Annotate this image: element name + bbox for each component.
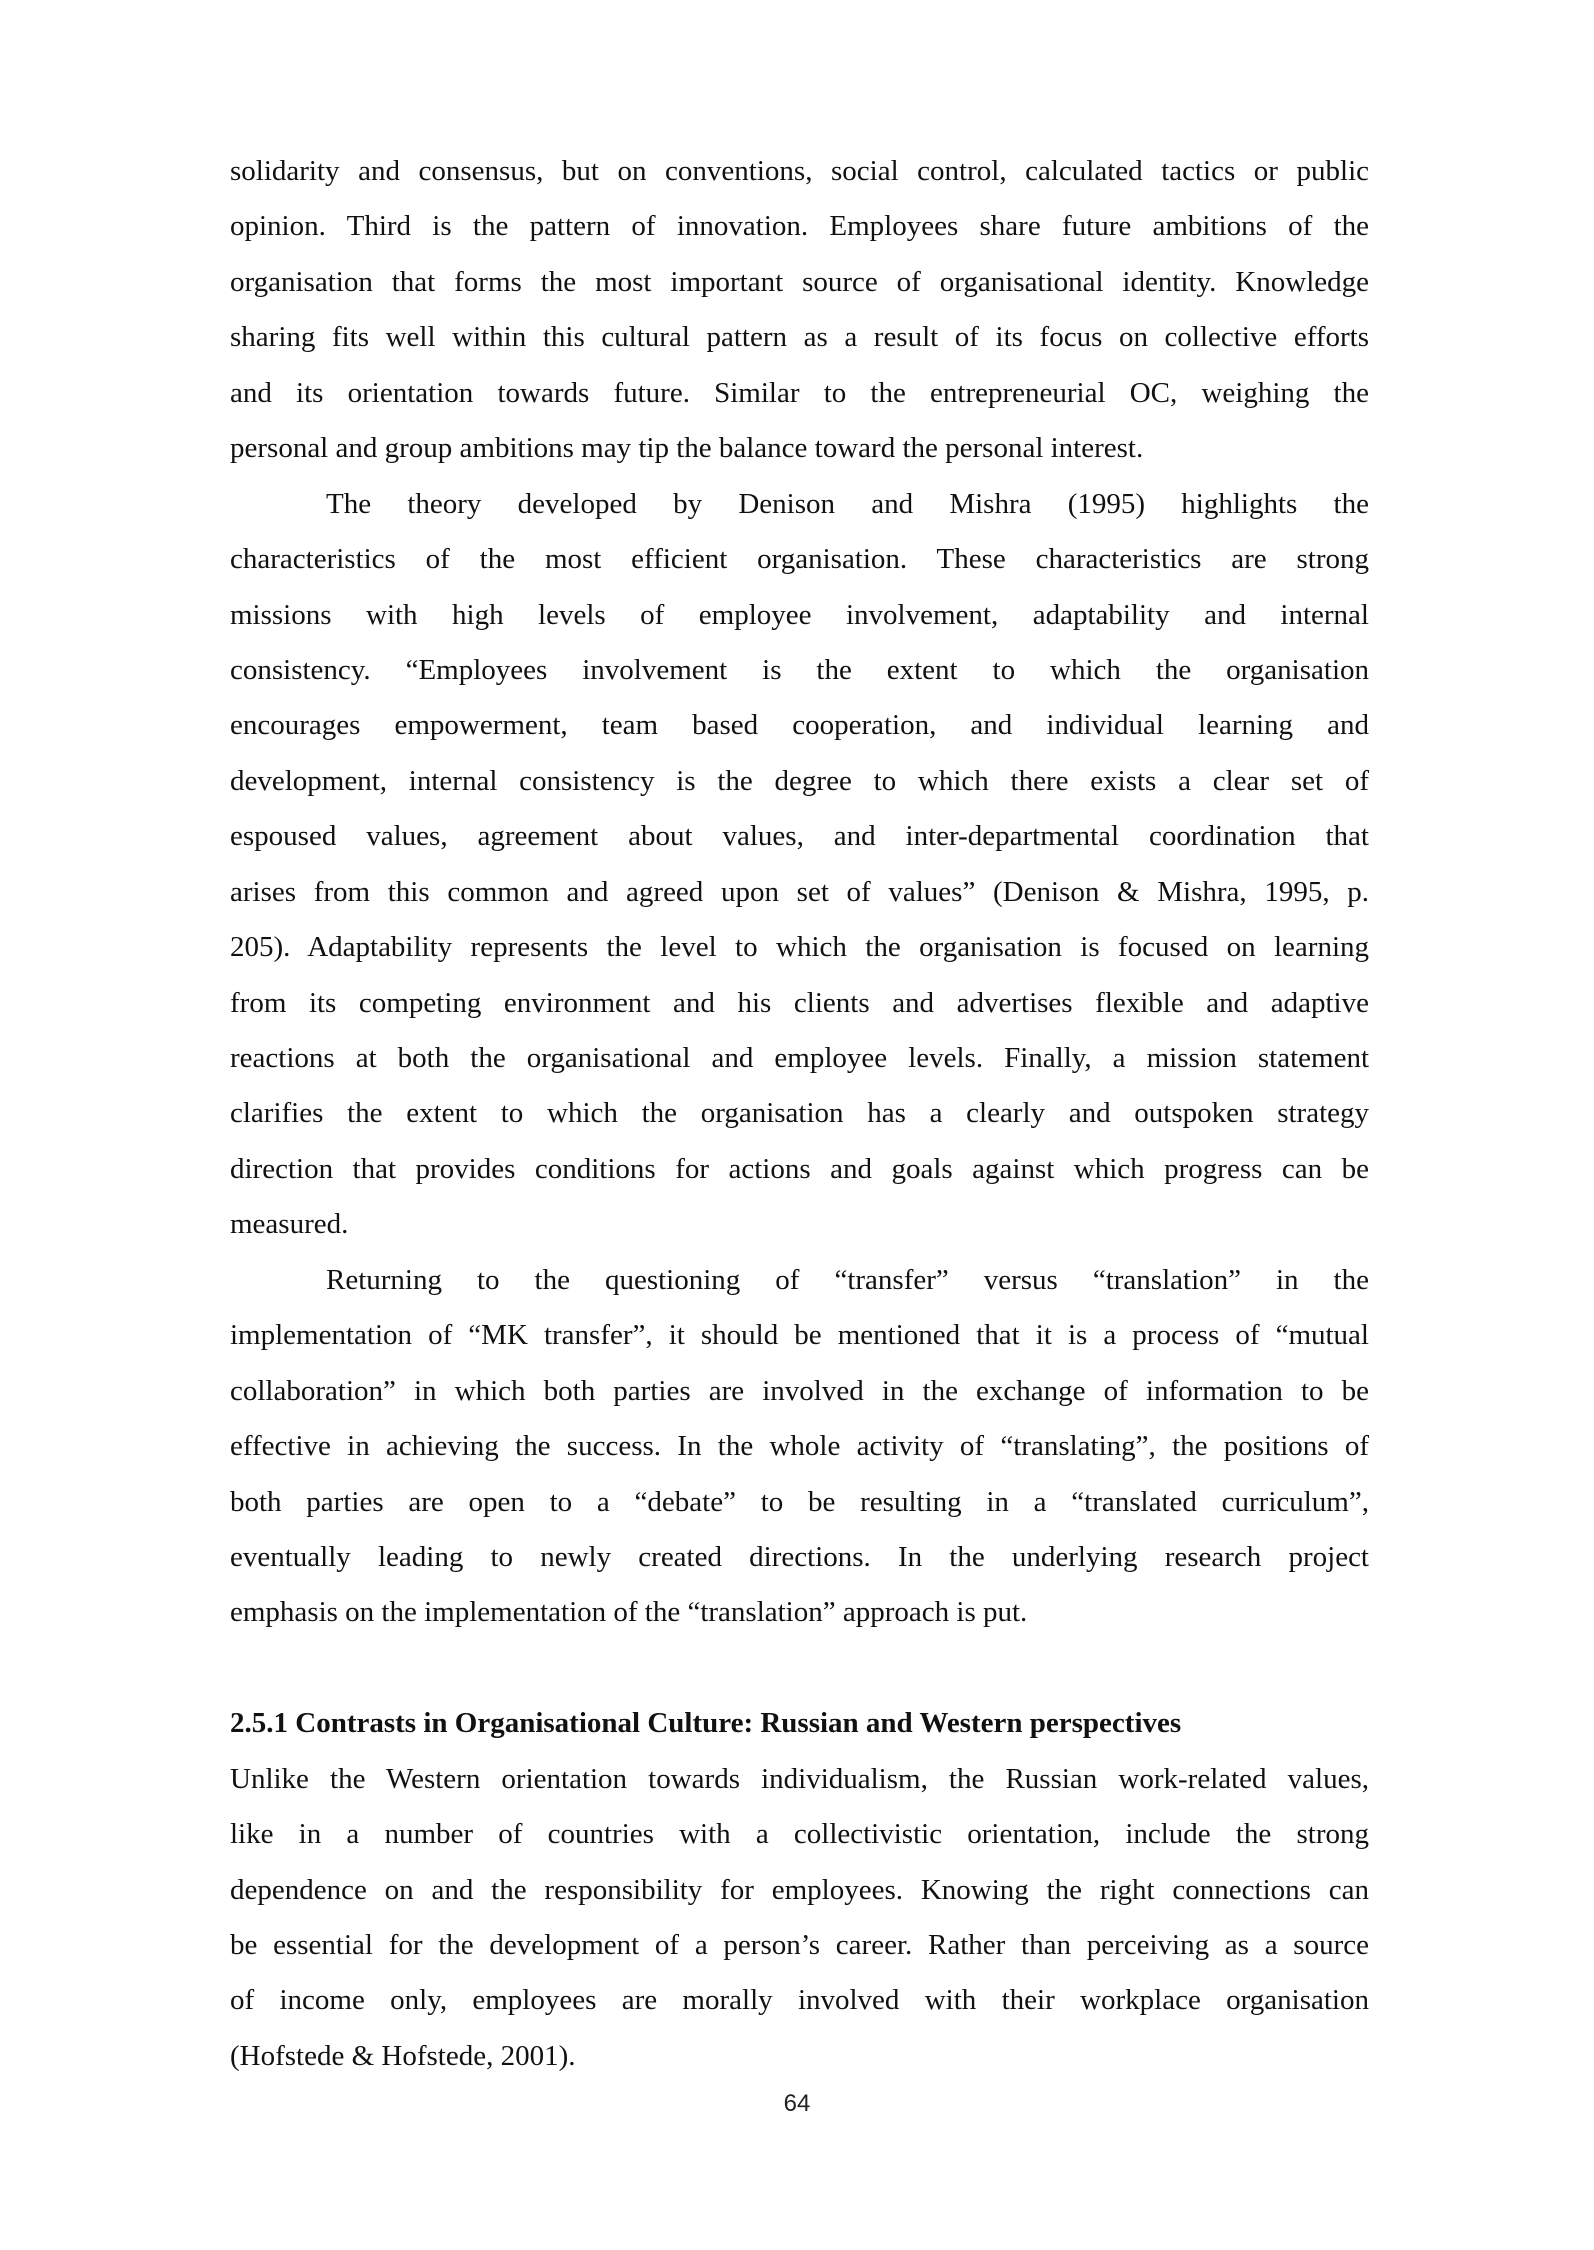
text-line: be essential for the development of a person’s career. Rather than perceiving as a source xyxy=(230,1929,1369,1961)
text-line: The theory developed by Denison and Mishra (1995) highlights the xyxy=(326,487,1369,520)
text-line: of income only, employees are morally involved with their workplace organisation xyxy=(230,1984,1369,2017)
text-line: emphasis on the implementation of the “translation” approach is put. xyxy=(230,1596,1028,1629)
paragraph xyxy=(230,477,1369,1253)
text-line: from its competing environment and his clients and advertises flexible and adaptive xyxy=(230,986,1369,1019)
section-heading: 2.5.1 Contrasts in Organisational Culture: Russian and Western perspectives xyxy=(230,1707,1182,1740)
body-text-before-heading xyxy=(230,144,1369,1641)
body-text-after-heading xyxy=(230,1752,1369,2085)
text-line: missions with high levels of employee involvement, adaptability and internal xyxy=(230,598,1369,631)
paragraph xyxy=(230,1752,1369,2085)
text-line: eventually leading to newly created directions. In the underlying research project xyxy=(230,1540,1369,1573)
text-line: characteristics of the most efficient organisation. These characteristics are strong xyxy=(230,543,1369,576)
text-line: Unlike the Western orientation towards individualism, the Russian work-related values, xyxy=(230,1762,1369,1795)
text-line: measured. xyxy=(230,1208,349,1241)
page-number: 64 xyxy=(783,2090,811,2117)
text-line: and its orientation towards future. Similar to the entrepreneurial OC, weighing the xyxy=(230,376,1369,409)
text-line: consistency. “Employees involvement is the extent to which the organisation xyxy=(230,653,1369,686)
text-line: 205). Adaptability represents the level to which the organisation is focused on learning xyxy=(230,931,1369,964)
text-line: arises from this common and agreed upon set of values” (Denison & Mishra, 1995, p. xyxy=(230,875,1369,908)
text-line: Returning to the questioning of “transfer” versus “translation” in the xyxy=(326,1263,1369,1296)
document-page xyxy=(230,144,1369,2084)
text-line: collaboration” in which both parties are involved in the exchange of information to be xyxy=(230,1374,1369,1407)
text-line: encourages empowerment, team based cooperation, and individual learning and xyxy=(230,709,1369,742)
text-line: like in a number of countries with a collectivistic orientation, include the strong xyxy=(230,1818,1369,1851)
text-line: organisation that forms the most important source of organisational identity. Knowledge xyxy=(230,265,1369,298)
text-line: sharing fits well within this cultural pattern as a result of its focus on collective efforts xyxy=(230,321,1369,354)
blank-line xyxy=(230,1641,1369,1696)
text-line: solidarity and consensus, but on conventions, social control, calculated tactics or public xyxy=(230,155,1369,187)
text-line: both parties are open to a “debate” to be resulting in a “translated curriculum”, xyxy=(230,1485,1369,1518)
text-line: reactions at both the organisational and employee levels. Finally, a mission statement xyxy=(230,1042,1369,1074)
paragraph xyxy=(230,1253,1369,1641)
text-line: opinion. Third is the pattern of innovation. Employees share future ambitions of the xyxy=(230,210,1369,243)
text-line: effective in achieving the success. In the whole activity of “translating”, the positions of xyxy=(230,1430,1369,1463)
text-line: direction that provides conditions for actions and goals against which progress can be xyxy=(230,1152,1369,1185)
text-line: implementation of “MK transfer”, it should be mentioned that it is a process of “mutual xyxy=(230,1319,1369,1352)
text-line: personal and group ambitions may tip the balance toward the personal interest. xyxy=(230,432,1144,465)
paragraph xyxy=(230,144,1369,477)
text-line: clarifies the extent to which the organisation has a clearly and outspoken strategy xyxy=(230,1097,1369,1130)
text-line: development, internal consistency is the degree to which there exists a clear set of xyxy=(230,764,1369,797)
text-line: (Hofstede & Hofstede, 2001). xyxy=(230,2039,576,2072)
text-line: espoused values, agreement about values, and inter-departmental coordination that xyxy=(230,820,1369,853)
text-line: dependence on and the responsibility for employees. Knowing the right connections can xyxy=(230,1873,1369,1906)
